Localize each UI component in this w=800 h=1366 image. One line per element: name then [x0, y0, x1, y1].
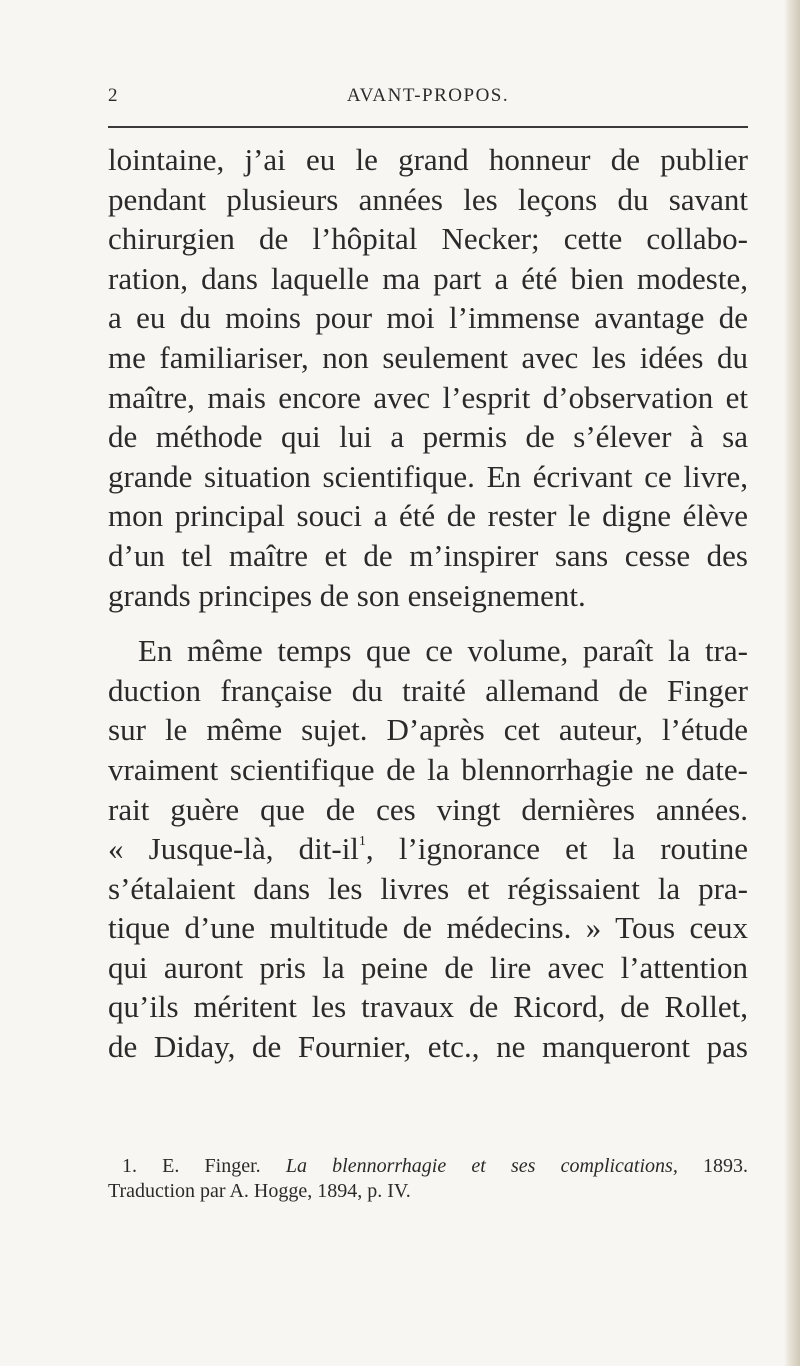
paragraph-1: [108, 140, 748, 615]
page-edge-shadow: [784, 0, 800, 1366]
text-line: En même temps que ce volume, paraît la tra-: [138, 633, 748, 669]
text-line: lointaine, j’ai eu le grand honneur de publier: [108, 142, 748, 177]
text-line: de méthode qui lui a permis de s’élever à sa: [108, 419, 748, 455]
body-text: [108, 140, 748, 1067]
footnotes: [108, 1154, 748, 1204]
running-head: AVANT-PROPOS.: [346, 85, 510, 106]
footnote-author: E. Finger.: [162, 1155, 261, 1177]
footnote-year: 1893.: [703, 1155, 748, 1177]
text-line: d’un tel maître et de m’inspirer sans cesse des: [108, 537, 748, 573]
footnote-number: 1.: [122, 1155, 137, 1177]
text-line: tique d’une multitude de médecins. » Tous ceux: [108, 910, 748, 946]
text-line: me familiariser, non seulement avec les idées du: [108, 339, 748, 375]
text-line: grande situation scientifique. En écrivant ce livre,: [108, 458, 748, 494]
text-line: grands principes de son enseignement.: [108, 577, 586, 613]
quote-start: « Jusque-là, dit-il: [108, 831, 359, 867]
text-line: qui auront pris la peine de lire avec l’attention: [108, 949, 748, 985]
page-header: [108, 85, 748, 115]
text-line: s’étalaient dans les livres et régissaient la pra-: [108, 870, 748, 906]
quote-rest: , l’ignorance et la routine: [365, 831, 748, 867]
text-line: sur le même sujet. D’après cet auteur, l’étude: [108, 712, 748, 748]
text-line: maître, mais encore avec l’esprit d’observation et: [108, 379, 748, 415]
text-line: vraiment scientifique de la blennorrhagie ne date-: [108, 751, 748, 787]
page-number: 2: [108, 85, 119, 106]
footnote-line-2: Traduction par A. Hogge, 1894, p. IV.: [108, 1180, 411, 1202]
text-line: mon principal souci a été de rester le digne élève: [108, 498, 748, 534]
text-line: pendant plusieurs années les leçons du savant: [108, 181, 748, 217]
text-line: a eu du moins pour moi l’immense avantage de: [108, 300, 748, 336]
footnote-line: [108, 1154, 748, 1179]
paragraph-gap: [108, 615, 748, 631]
text-line: de Diday, de Fournier, etc., ne manqueront pas: [108, 1029, 748, 1065]
footnote-ref: 1: [358, 834, 366, 850]
header-rule: [108, 126, 748, 128]
paragraph-2: [108, 631, 748, 1067]
text-line: rait guère que de ces vingt dernières années.: [108, 791, 748, 827]
text-line: chirurgien de l’hôpital Necker; cette collabo-: [108, 221, 748, 257]
text-line: qu’ils méritent les travaux de Ricord, de Rollet,: [108, 989, 748, 1025]
text-line: duction française du traité allemand de Finger: [108, 672, 748, 708]
footnote-title: La blennorrhagie et ses complications,: [285, 1155, 678, 1177]
text-line: ration, dans laquelle ma part a été bien modeste,: [108, 260, 748, 296]
text-line-with-note: [108, 829, 748, 869]
